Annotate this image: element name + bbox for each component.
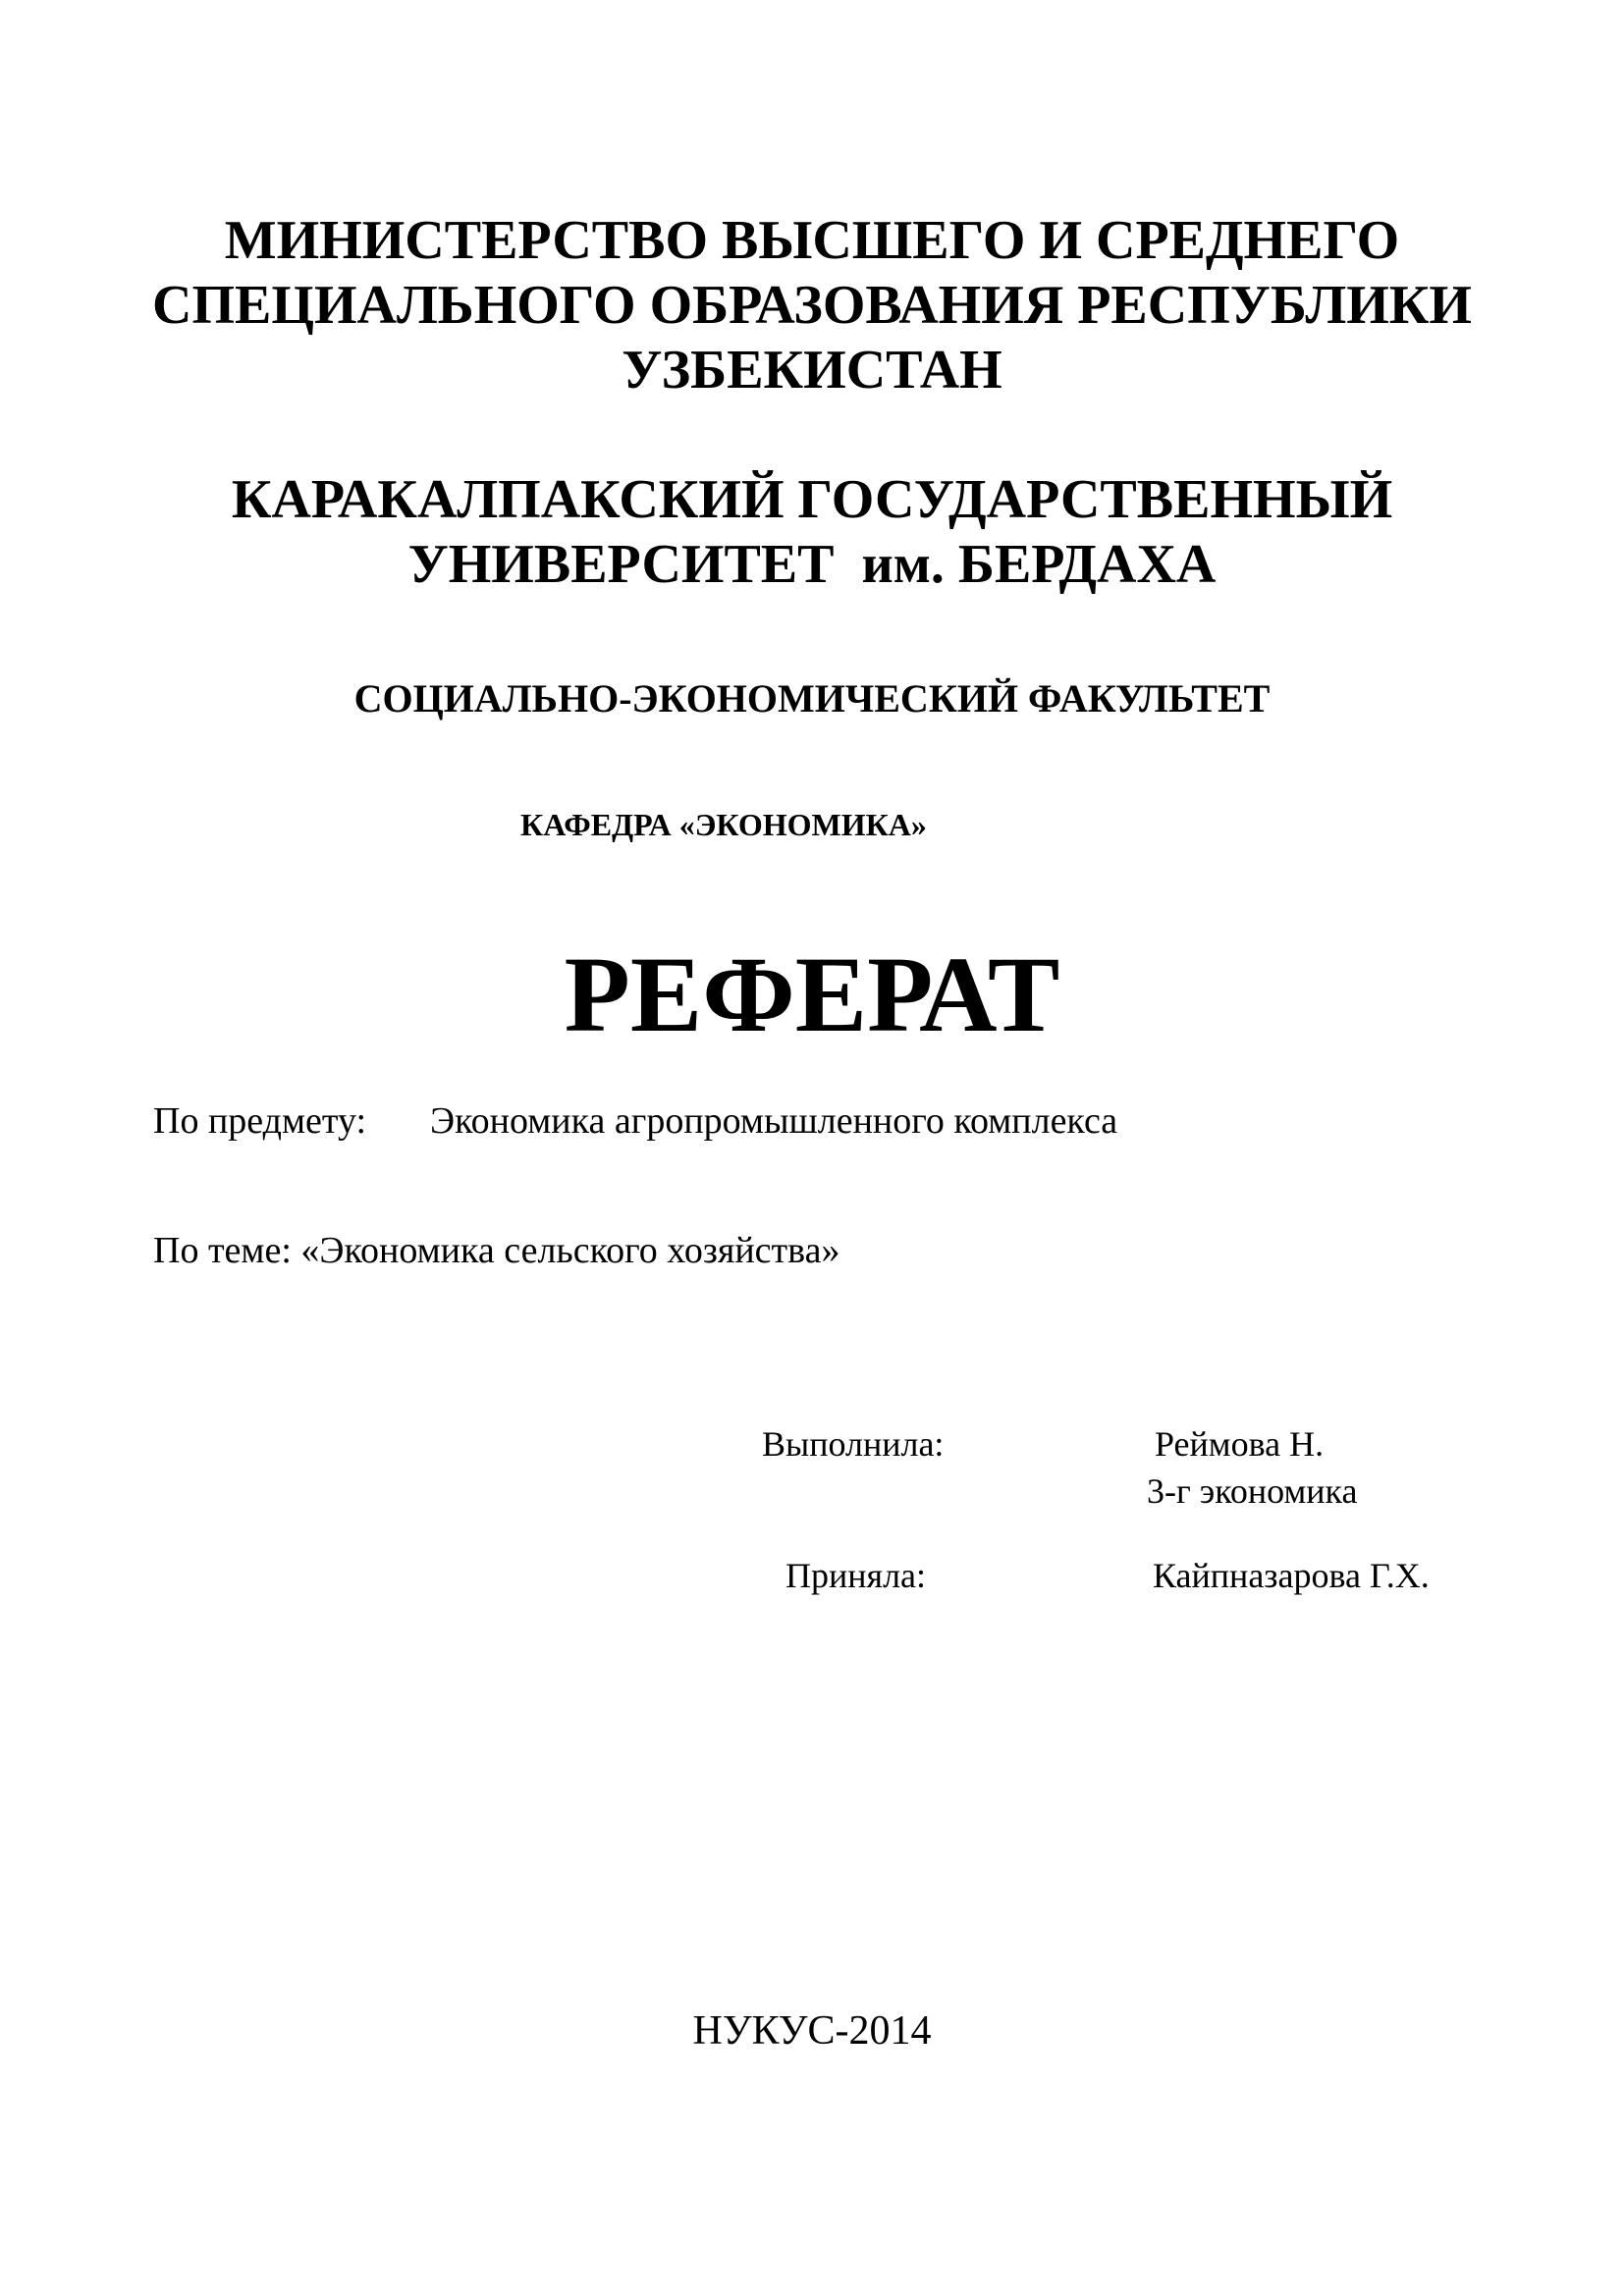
subject-label: По предмету: — [153, 1100, 367, 1142]
university-line-2: УНИВЕРСИТЕТ им. БЕРДАХА — [407, 534, 1217, 595]
theme-line: По теме: «Экономика сельского хозяйства» — [153, 1230, 840, 1271]
university-heading — [0, 467, 1624, 597]
faculty-heading: СОЦИАЛЬНО-ЭКОНОМИЧЕСКИЙ ФАКУЛЬТЕТ — [353, 676, 1271, 721]
accepted-label: Приняла: — [785, 1556, 927, 1595]
ministry-line-3: УЗБЕКИСТАН — [622, 340, 1002, 400]
subject-row — [153, 1099, 1117, 1143]
document-title: РЕФЕРАТ — [564, 934, 1060, 1054]
university-line-1: КАРАКАЛПАКСКИЙ ГОСУДАРСТВЕННЫЙ — [231, 469, 1393, 530]
ministry-line-2: СПЕЦИАЛЬНОГО ОБРАЗОВАНИЯ РЕСПУБЛИКИ — [152, 275, 1472, 336]
accepted-name: Кайпназарова Г.Х. — [1153, 1556, 1430, 1595]
ministry-line-1: МИНИСТЕРСТВО ВЫСШЕГО И СРЕДНЕГО — [224, 210, 1400, 271]
performed-group: 3-г экономика — [1147, 1471, 1358, 1511]
performed-label: Выполнила: — [762, 1424, 945, 1464]
city-year: НУКУС-2014 — [692, 2008, 932, 2054]
ministry-heading — [0, 208, 1624, 402]
performed-name: Реймова Н. — [1155, 1424, 1325, 1464]
department-heading: КАФЕДРА «ЭКОНОМИКА» — [520, 807, 927, 842]
subject-value: Экономика агропромышленного комплекса — [430, 1100, 1118, 1142]
